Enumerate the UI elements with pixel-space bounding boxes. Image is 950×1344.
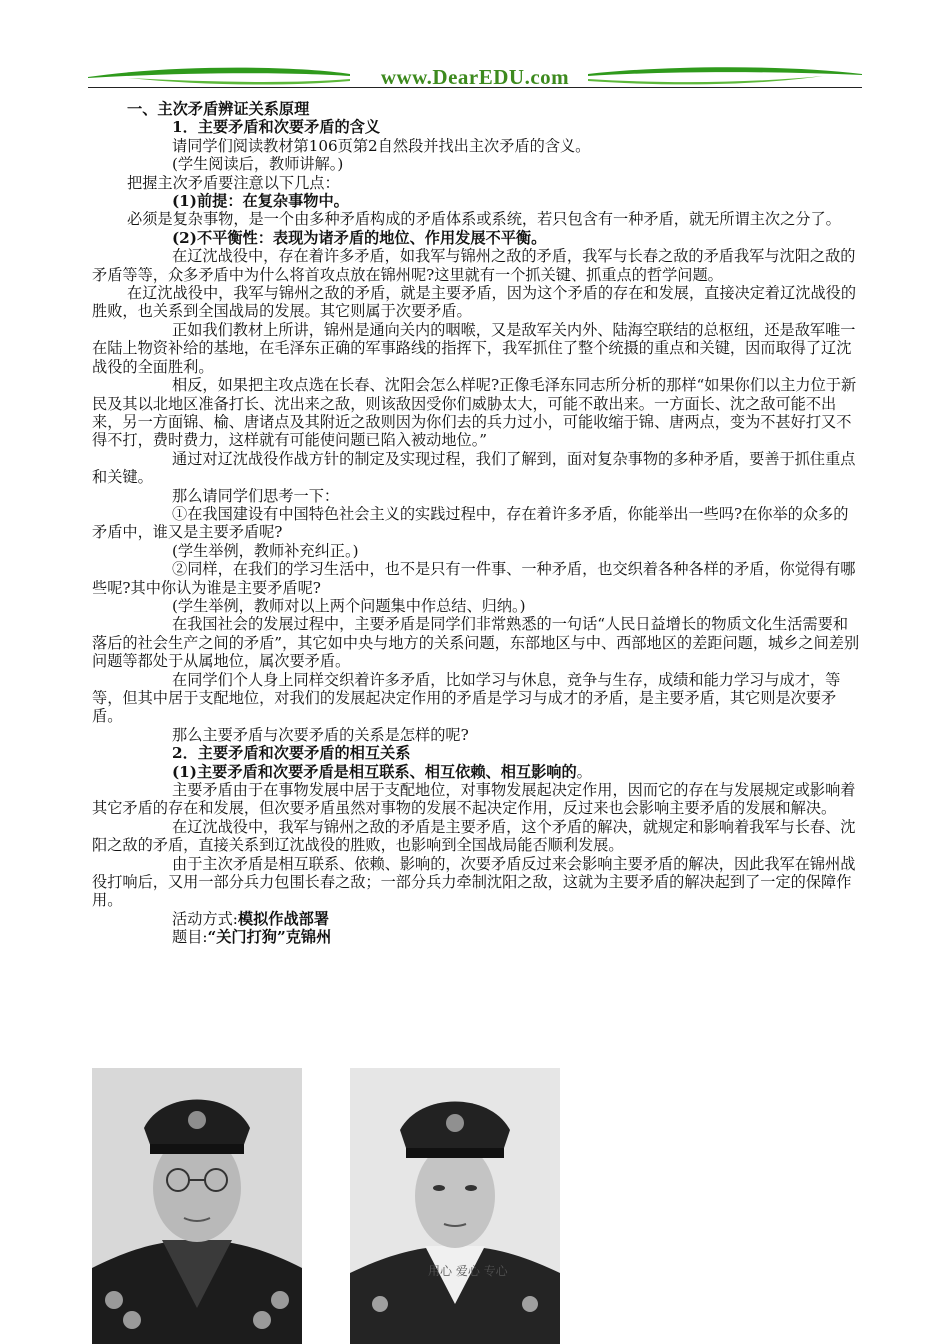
paragraph: 那么请同学们思考一下： <box>172 486 340 505</box>
portrait-photo-icon <box>350 1068 560 1344</box>
question: ①在我国建设有中国特色社会主义的实践过程中，存在着许多矛盾，你能举出一些吗?在你举的众多的矛盾中，谁又是主要矛盾呢? <box>92 504 849 542</box>
photo-row <box>92 1068 572 1344</box>
activity-line <box>92 910 860 928</box>
paragraph: 在同学们个人身上同样交织着许多矛盾，比如学习与休息，竞争与生存，成绩和能力学习与成才，等等，但其中居于支配地位，对我们的发展起决定作用的矛盾是学习与成才的矛盾，是主要矛盾，其它则是次要矛盾。 <box>92 670 841 726</box>
paragraph: (学生举例，教师对以上两个问题集中作总结、归纳。) <box>172 596 526 615</box>
site-logo-text[interactable]: www.DearEDU.com <box>380 65 570 89</box>
subsection-title: 1．主要矛盾和次要矛盾的含义 <box>172 118 381 137</box>
paragraph: 主要矛盾由于在事物发展中居于支配地位，对事物发展起决定作用，因而它的存在与发展规定或影响着其它矛盾的存在和发展，但次要矛盾虽然对事物的发展不起决定作用，反过来也会影响主要矛盾的发展和解决。 <box>92 781 856 818</box>
section-title: 一、主次矛盾辨证关系原理 <box>127 100 310 118</box>
point-heading: (1)主要矛盾和次要矛盾是相互联系、相互依赖、相互影响的 <box>172 762 577 781</box>
paragraph: 把握主次矛盾要注意以下几点： <box>127 173 340 192</box>
site-header <box>88 60 862 90</box>
activity-value: 模拟作战部署 <box>237 909 329 928</box>
paragraph: 在辽沈战役中，我军与锦州之敌的矛盾是主要矛盾，这个矛盾的解决，就规定和影响着我军与长春、沈阳之敌的矛盾，直接关系到辽沈战役的胜败，也影响到全国战局能否顺利发展。 <box>92 817 856 855</box>
topic-label: 题目: <box>172 928 208 947</box>
paragraph: (学生举例，教师补充纠正。) <box>172 541 359 560</box>
subsection-title: 2．主要矛盾和次要矛盾的相互关系 <box>172 744 411 763</box>
paragraph: 在我国社会的发展过程中，主要矛盾是同学们非常熟悉的一句话“人民日益增长的物质文化生活需要和落后的社会生产之间的矛盾”，其它如中央与地方的关系问题，东部地区与中、西部地区的差距问题，城乡之间差别问题等都处于从属地位，属次要矛盾。 <box>92 615 860 671</box>
point-heading: (2)不平衡性：表现为诸矛盾的地位、作用发展不平衡。 <box>172 228 547 247</box>
paragraph: 正如我们教材上所讲，锦州是通向关内的咽喉，又是敌军关内外、陆海空联结的总枢纽，还是敌军唯一在陆上物资补给的基地，在毛泽东正确的军事路线的指挥下，我军抓住了整个统摄的重点和关键，因而取得了辽沈战役的全面胜利。 <box>92 320 856 376</box>
paragraph: (学生阅读后，教师讲解。) <box>172 155 344 174</box>
topic-value: “关门打狗”克锦州 <box>207 928 332 947</box>
point-heading-line <box>92 763 860 781</box>
paragraph: 相反，如果把主攻点选在长春、沈阳会怎么样呢?正像毛泽东同志所分析的那样“如果你们以主力位于新民及其以北地区准备打长、沈出来之敌，则该敌因受你们威胁太大，可能不敢出来。一方面长、沈之敌可能不出来，另一方面锦、榆、唐诸点及其附近之敌则因为你们去的兵力过小，可能收缩于锦、唐两点，变为不甚好打又不得不打，费时费力，这样就有可能使问题已陷入被动地位。” <box>92 376 857 450</box>
portrait-photo-icon <box>92 1068 302 1344</box>
paragraph: 通过对辽沈战役作战方针的制定及实现过程，我们了解到，面对复杂事物的多种矛盾，要善于抓住重点和关键。 <box>92 449 856 487</box>
watermark-text: 用心 爱心 专心 <box>428 1264 508 1278</box>
paragraph: 在辽沈战役中，我军与锦州之敌的矛盾，就是主要矛盾，因为这个矛盾的存在和发展，直接决定着辽沈战役的胜败，也关系到全国战局的发展。其它则属于次要矛盾。 <box>92 284 856 321</box>
portrait-photo-right <box>350 1068 560 1344</box>
point-heading-end: 。 <box>576 762 592 781</box>
document-body <box>92 100 860 947</box>
paragraph: 请同学们阅读教材第106页第2自然段并找出主次矛盾的含义。 <box>172 136 591 155</box>
paragraph: 必须是复杂事物，是一个由多种矛盾构成的矛盾体系或系统，若只包含有一种矛盾，就无所谓主次之分了。 <box>127 210 841 229</box>
header-rule <box>88 87 862 88</box>
portrait-photo-left <box>92 1068 302 1344</box>
point-heading: (1)前提：在复杂事物中。 <box>172 192 349 211</box>
topic-line <box>92 928 860 946</box>
paragraph: 在辽沈战役中，存在着许多矛盾，如我军与锦州之敌的矛盾，我军与长春之敌的矛盾我军与沈阳之敌的矛盾等等，众多矛盾中为什么将首攻点放在锦州呢?这里就有一个抓关键、抓重点的哲学问题。 <box>92 247 856 284</box>
paragraph: 由于主次矛盾是相互联系、依赖、影响的，次要矛盾反过来会影响主要矛盾的解决，因此我军在锦州战役打响后，又用一部分兵力包围长春之敌；一部分兵力牵制沈阳之敌，这就为主要矛盾的解决起到了一定的保障作用。 <box>92 854 856 910</box>
question: ②同样，在我们的学习生活中，也不是只有一件事、一种矛盾，也交织着各种各样的矛盾，你觉得有哪些呢?其中你认为谁是主要矛盾呢? <box>92 560 856 597</box>
activity-label: 活动方式: <box>172 909 238 928</box>
paragraph: 那么主要矛盾与次要矛盾的关系是怎样的呢? <box>172 725 469 744</box>
